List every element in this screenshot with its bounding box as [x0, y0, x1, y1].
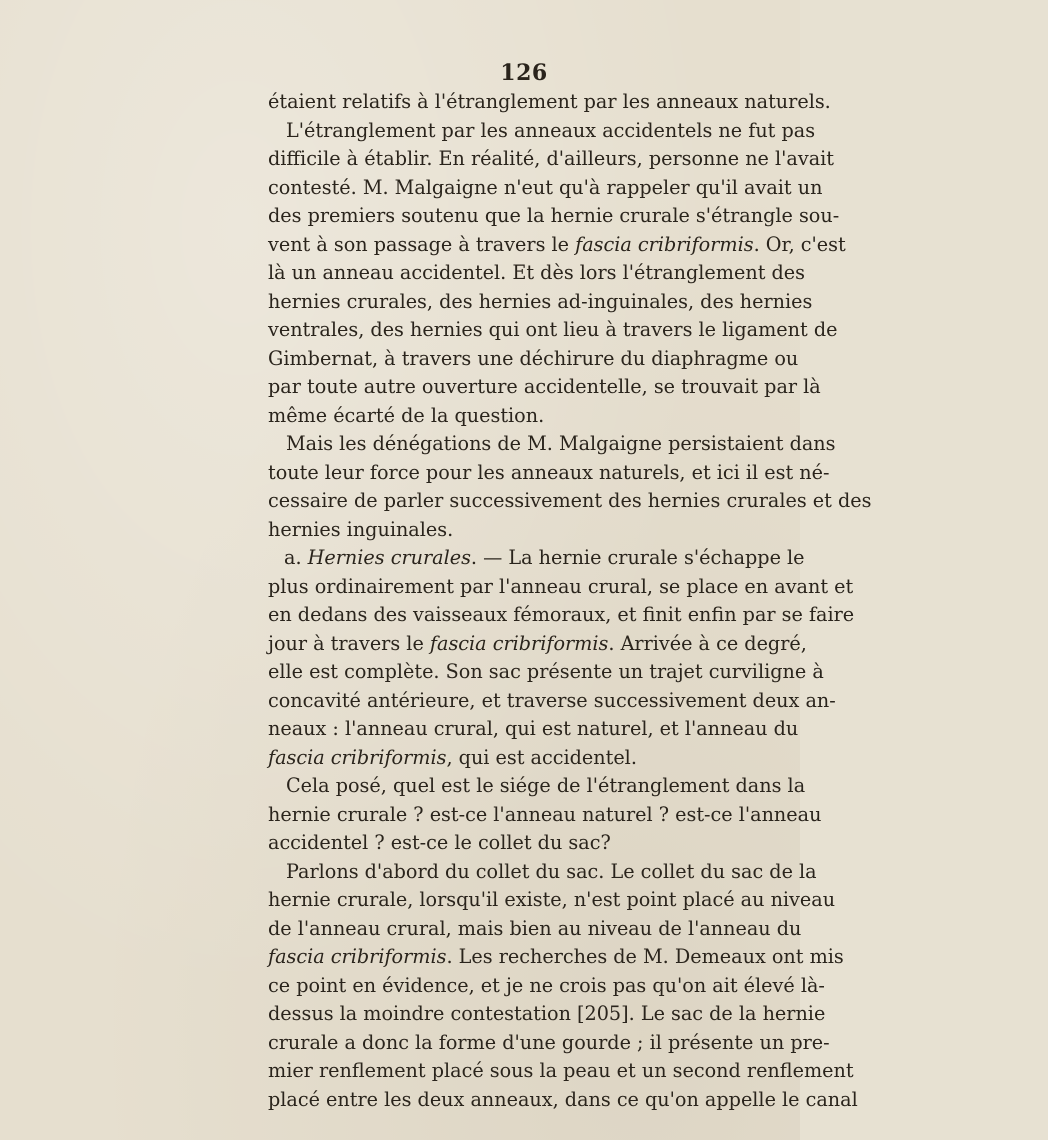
text-line: [268, 430, 836, 459]
text-line: [268, 231, 846, 260]
text-line: [268, 744, 782, 773]
text-segment: étaient relatifs à l'étranglement par les anneaux naturels.: [268, 90, 831, 113]
text-line: [268, 658, 824, 687]
text-segment: difficile à établir. En réalité, d'ailleurs, personne ne l'avait: [268, 147, 834, 170]
italic-term: fascia cribriformis: [268, 945, 447, 968]
text-segment: hernies crurales, des hernies ad-inguinales, des hernies: [268, 289, 813, 313]
text-segment: plus ordinairement par l'anneau crural, se place en avant et: [268, 574, 854, 598]
text-segment: mier renflement placé sous la peau et un second renflement: [268, 1059, 854, 1082]
text-segment: Mais les dénégations de M. Malgaigne persistaient dans: [286, 432, 836, 455]
text-line: [268, 316, 838, 345]
text-line: [268, 886, 836, 915]
italic-term: fascia cribriformis: [429, 631, 609, 655]
text-line: [268, 601, 855, 630]
text-line: [268, 687, 836, 716]
text-line: [268, 943, 844, 972]
text-segment: placé entre les deux anneaux, dans ce qu'on appelle le canal: [268, 1087, 858, 1111]
text-line: [268, 772, 806, 801]
text-line: [268, 373, 821, 402]
text-line: [268, 715, 799, 744]
text-segment: cessaire de parler successivement des hernies crurales et des: [268, 489, 872, 512]
text-line: [268, 259, 805, 288]
text-segment: toute leur force pour les anneaux naturels, et ici il est né-: [268, 460, 830, 484]
text-segment: jour à travers le: [268, 631, 430, 655]
text-segment: en dedans des vaisseaux fémoraux, et finit enfin par se faire: [268, 603, 855, 626]
text-segment: L'étranglement par les anneaux accidentels ne fut pas: [286, 118, 816, 142]
text-line: [268, 829, 782, 858]
text-segment: accidentel ? est-ce le collet du sac?: [268, 831, 611, 854]
text-segment: ventrales, des hernies qui ont lieu à travers le ligament de: [268, 318, 838, 341]
text-line: [268, 202, 840, 231]
text-segment: neaux : l'anneau crural, qui est naturel, et l'anneau du: [268, 717, 799, 740]
text-line: [268, 915, 802, 944]
text-segment: Parlons d'abord du collet du sac. Le collet du sac de la: [286, 859, 817, 883]
text-segment: là un anneau accidentel. Et dès lors l'étranglement des: [268, 261, 805, 284]
italic-term: fascia cribriformis: [575, 232, 754, 256]
text-segment: a.: [284, 546, 308, 569]
text-line: [268, 288, 813, 317]
text-segment: hernie crurale, lorsqu'il existe, n'est point placé au niveau: [268, 888, 836, 911]
text-line: [268, 88, 831, 117]
text-segment: vent à son passage à travers le: [268, 232, 576, 256]
text-segment: Gimbernat, à travers une déchirure du diaphragme ou: [268, 346, 799, 370]
text-segment: concavité antérieure, et traverse successivement deux an-: [268, 688, 836, 712]
text-line: [268, 573, 854, 602]
page-number: 126: [500, 60, 548, 86]
text-segment: dessus la moindre contestation [205]. Le sac de la hernie: [268, 1002, 826, 1025]
text-segment: hernie crurale ? est-ce l'anneau naturel ? est-ce l'anneau: [268, 802, 822, 826]
text-line: [268, 1057, 854, 1086]
text-segment: Cela posé, quel est le siége de l'étranglement dans la: [286, 774, 806, 797]
text-segment: . Les recherches de M. Demeaux ont mis: [446, 945, 844, 968]
text-segment: crurale a donc la forme d'une gourde ; il présente un pre-: [268, 1030, 830, 1054]
text-segment: contesté. M. Malgaigne n'eut qu'à rappeler qu'il avait un: [268, 175, 823, 199]
text-segment: . — La hernie crurale s'échappe le: [470, 546, 805, 569]
text-segment: des premiers soutenu que la hernie crurale s'étrangle sou-: [268, 204, 840, 227]
text-line: [268, 174, 823, 203]
text-line: [268, 801, 822, 830]
text-line: [268, 145, 834, 174]
italic-term: fascia cribriformis: [268, 745, 447, 769]
text-segment: ce point en évidence, et je ne crois pas qu'on ait élevé là-: [268, 973, 825, 997]
text-segment: même écarté de la question.: [268, 403, 545, 427]
text-line: [268, 345, 799, 374]
text-line: [268, 972, 825, 1001]
text-segment: elle est complète. Son sac présente un trajet curviligne à: [268, 660, 824, 683]
text-segment: , qui est accidentel.: [446, 745, 637, 769]
text-line: [268, 544, 805, 573]
text-line: [268, 487, 872, 516]
text-segment: hernies inguinales.: [268, 517, 454, 541]
text-segment: . Arrivée à ce degré,: [608, 631, 807, 655]
text-line: [268, 459, 830, 488]
text-line: [268, 1086, 858, 1115]
text-line: [268, 858, 817, 887]
text-line: [268, 630, 807, 659]
italic-term: Hernies crurales: [307, 546, 471, 569]
text-segment: de l'anneau crural, mais bien au niveau de l'anneau du: [268, 916, 802, 940]
text-segment: par toute autre ouverture accidentelle, se trouvait par là: [268, 375, 821, 398]
body-text: [268, 88, 872, 1114]
text-line: [268, 1000, 826, 1029]
text-line: [268, 117, 816, 146]
text-line: [268, 402, 782, 431]
text-line: [268, 516, 782, 545]
text-line: [268, 1029, 830, 1058]
text-segment: . Or, c'est: [753, 232, 846, 256]
